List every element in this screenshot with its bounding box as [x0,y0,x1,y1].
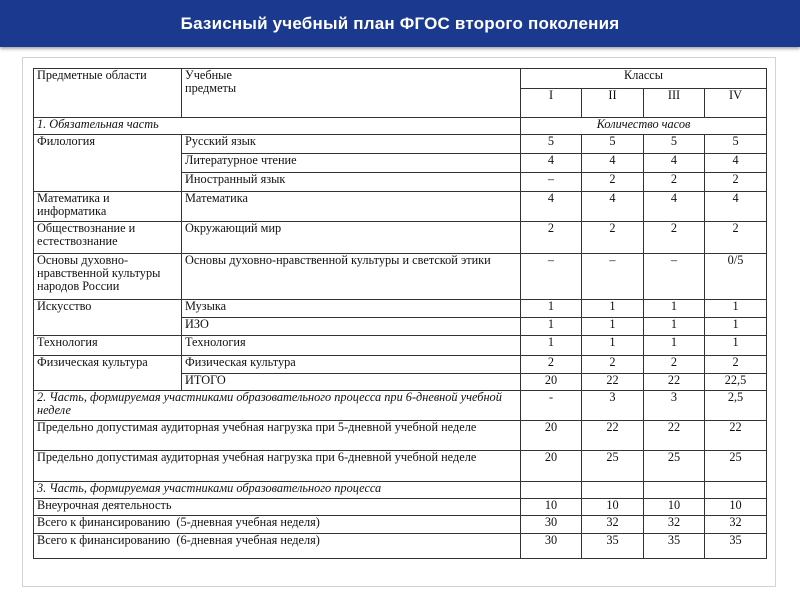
extra-label: Внеурочная деятельность [34,499,521,516]
grade-4: IV [705,89,767,118]
subject-cell: ИЗО [182,318,521,336]
value-cell: 10 [644,499,705,516]
value-cell: – [521,173,582,192]
value-cell: 1 [521,300,582,318]
area-cell: Искусство [34,300,182,336]
area-cell: Физическая культура [34,356,182,391]
grade-1: I [521,89,582,118]
total-label: ИТОГО [182,374,521,391]
title-bar [0,0,800,47]
subject-cell: Основы духовно-нравственной культуры и светской этики [182,254,521,300]
subject-cell: Литературное чтение [182,154,521,173]
section2-label: 2. Часть, формируемая участниками образовательного процесса при 6-дневной учебной неделе [34,391,521,421]
value-cell: 5 [705,135,767,154]
table-row [34,254,767,300]
subject-cell: Русский язык [182,135,521,154]
value-cell: 0/5 [705,254,767,300]
value-cell: 32 [582,516,644,534]
value-cell: 4 [521,192,582,222]
area-cell: Математика и информатика [34,192,182,222]
value-cell: 25 [582,451,644,482]
value-cell: 20 [521,421,582,451]
header-subjects: Учебные предметы [182,69,521,118]
subject-cell: Окружающий мир [182,222,521,254]
value-cell: 2 [521,356,582,374]
value-cell: 1 [705,318,767,336]
section3-row [34,482,767,499]
section3-label: 3. Часть, формируемая участниками образовательного процесса [34,482,521,499]
value-cell: 20 [521,451,582,482]
section2-row [34,391,767,421]
value-cell: 4 [705,154,767,173]
value-cell: 2 [582,222,644,254]
subject-cell: Математика [182,192,521,222]
table-row [34,336,767,356]
value-cell: 1 [644,318,705,336]
value-cell: 4 [582,192,644,222]
value-cell: 1 [705,336,767,356]
load5-row [34,421,767,451]
value-cell: 2 [705,356,767,374]
value-cell: 32 [644,516,705,534]
load6-label: Предельно допустимая аудиторная учебная нагрузка при 6-дневной учебной неделе [34,451,521,482]
value-cell: 4 [644,192,705,222]
subject-cell: Музыка [182,300,521,318]
table-row [34,356,767,374]
value-cell: 22,5 [705,374,767,391]
value-cell: 10 [521,499,582,516]
value-cell: 10 [705,499,767,516]
value-cell: 4 [644,154,705,173]
value-cell: 25 [705,451,767,482]
value-cell: 5 [644,135,705,154]
value-cell: 1 [644,300,705,318]
value-cell: 30 [521,516,582,534]
value-cell: 1 [705,300,767,318]
value-cell: 1 [582,318,644,336]
value-cell: 2 [582,173,644,192]
subject-cell: Физическая культура [182,356,521,374]
value-cell: 1 [521,336,582,356]
value-cell: 10 [582,499,644,516]
value-cell: – [644,254,705,300]
value-cell: 35 [582,534,644,559]
grade-2: II [582,89,644,118]
value-cell: 1 [644,336,705,356]
fund6-row [34,534,767,559]
value-cell: – [521,254,582,300]
header-areas: Предметные области [34,69,182,118]
value-cell: 1 [582,336,644,356]
value-cell: 5 [521,135,582,154]
page-title: Базисный учебный план ФГОС второго поколения [180,13,620,33]
value-cell: 30 [521,534,582,559]
subject-cell: Иностранный язык [182,173,521,192]
area-cell: Основы духовно-нравственной культуры народов России [34,254,182,300]
value-cell: 20 [521,374,582,391]
value-cell: 32 [705,516,767,534]
table-row [34,300,767,318]
value-cell: 35 [705,534,767,559]
area-cell: Технология [34,336,182,356]
load5-label: Предельно допустимая аудиторная учебная нагрузка при 5-дневной учебной неделе [34,421,521,451]
value-cell: - [521,391,582,421]
value-cell: 22 [644,421,705,451]
fund5-row [34,516,767,534]
value-cell: 2 [705,222,767,254]
value-cell: 2 [705,173,767,192]
value-cell: 4 [582,154,644,173]
value-cell: – [582,254,644,300]
value-cell: 3 [582,391,644,421]
area-cell: Обществознание и естествознание [34,222,182,254]
header-grades: Классы [521,69,767,89]
value-cell: 22 [644,374,705,391]
fund6-label: Всего к финансированию (6-дневная учебная неделя) [34,534,521,559]
value-cell: 22 [582,421,644,451]
value-cell: 2 [644,173,705,192]
empty-cell [521,482,582,499]
value-cell: 2 [582,356,644,374]
value-cell: 22 [705,421,767,451]
table-row [34,222,767,254]
area-cell: Филология [34,135,182,192]
subject-cell: Технология [182,336,521,356]
table-row [34,135,767,154]
empty-cell [705,482,767,499]
value-cell: 1 [582,300,644,318]
fund5-label: Всего к финансированию (5-дневная учебная неделя) [34,516,521,534]
empty-cell [644,482,705,499]
grade-3: III [644,89,705,118]
section1-row [34,118,767,135]
value-cell: 2 [644,222,705,254]
value-cell: 2,5 [705,391,767,421]
hours-label: Количество часов [521,118,767,135]
value-cell: 22 [582,374,644,391]
load6-row [34,451,767,482]
extra-row [34,499,767,516]
table-row [34,192,767,222]
value-cell: 4 [705,192,767,222]
value-cell: 3 [644,391,705,421]
value-cell: 35 [644,534,705,559]
header-row [34,69,767,89]
value-cell: 25 [644,451,705,482]
value-cell: 5 [582,135,644,154]
section1-label: 1. Обязательная часть [34,118,521,135]
curriculum-table [33,68,767,559]
value-cell: 2 [521,222,582,254]
value-cell: 4 [521,154,582,173]
value-cell: 1 [521,318,582,336]
value-cell: 2 [644,356,705,374]
empty-cell [582,482,644,499]
